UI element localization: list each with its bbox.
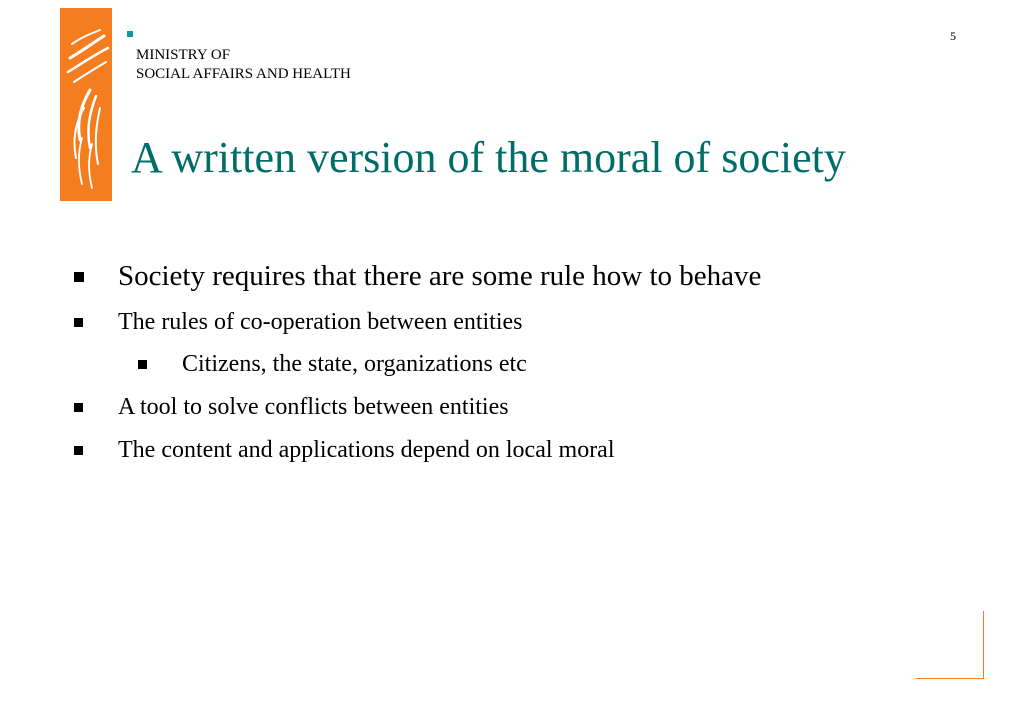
square-bullet-icon — [74, 446, 83, 455]
ministry-line-1: MINISTRY OF — [136, 47, 231, 63]
page-number: 5 — [950, 29, 956, 43]
corner-mark-vertical — [983, 611, 984, 679]
square-bullet-icon — [74, 403, 83, 412]
slide-title: A written version of the moral of society — [131, 133, 846, 182]
bullet-text: The rules of co-operation between entities — [118, 309, 523, 335]
square-bullet-icon — [138, 360, 147, 369]
square-bullet-icon — [74, 318, 83, 327]
bullet-item — [118, 392, 509, 422]
ministry-line-2: SOCIAL AFFAIRS AND HEALTH — [136, 66, 351, 82]
accent-square-icon — [127, 31, 133, 37]
flame-figures-icon — [60, 8, 112, 201]
bullet-text: A tool to solve conflicts between entities — [118, 394, 509, 420]
square-bullet-icon — [74, 272, 84, 282]
ministry-name — [136, 46, 351, 84]
corner-mark-horizontal — [916, 678, 984, 679]
bullet-text: Citizens, the state, organizations etc — [182, 351, 527, 377]
bullet-text: The content and applications depend on local moral — [118, 437, 615, 463]
bullet-text: Society requires that there are some rule how to behave — [118, 260, 762, 292]
bullet-item — [118, 435, 615, 465]
sub-bullet-item — [182, 349, 527, 379]
bullet-item — [118, 307, 523, 337]
ministry-logo-icon — [60, 8, 112, 201]
bullet-item — [118, 257, 761, 295]
